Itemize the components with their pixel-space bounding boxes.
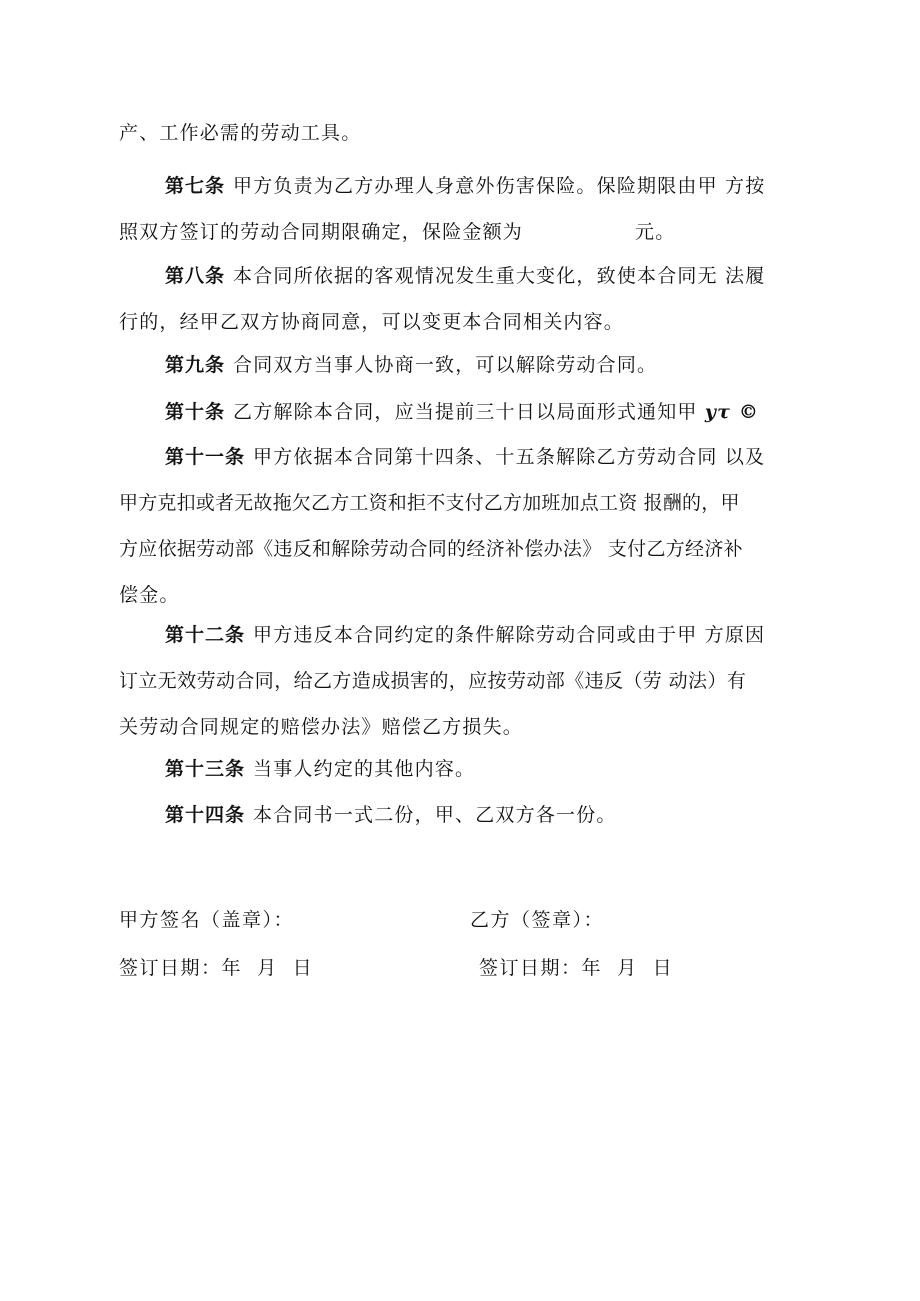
article-8-number: 第八条 (165, 265, 226, 287)
article-11-line-1 (119, 434, 819, 480)
party-a-sign-date: 签订日期：年 月 日 (119, 957, 314, 979)
carryover-line: 产、工作必需的劳动工具。 (119, 122, 362, 144)
article-14 (119, 792, 819, 838)
article-10-text-1: 乙方解除本合同，应当提前三十日以局面形式通知甲 (233, 401, 698, 423)
article-12-number: 第十二条 (165, 624, 246, 646)
article-7-text-2: 照双方签订的劳动合同期限确定，保险金额为 (119, 221, 524, 243)
article-7-text-1: 甲方负责为乙方办理人身意外伤害保险。保险期限由甲 方按 (233, 175, 766, 197)
article-13-number: 第十三条 (165, 758, 246, 780)
article-8-text-2: 行的，经甲乙双方协商同意，可以变更本合同相关内容。 (119, 311, 625, 333)
article-11-text-3: 方应依据劳动部《违反和解除劳动合同的经济补偿办法》 支付乙方经济补 (119, 538, 743, 560)
article-10-ocr-symbols: yτ © (704, 401, 760, 423)
article-10-line-1 (119, 389, 819, 435)
article-7 (119, 163, 819, 255)
article-11-text-2: 甲方克扣或者无故拖欠乙方工资和拒不支付乙方加班加点工资 报酬的，甲 (119, 492, 740, 514)
article-8-line-1 (119, 253, 819, 299)
article-11-number: 第十一条 (165, 446, 246, 468)
article-14-number: 第十四条 (165, 804, 246, 826)
article-7-line-1 (119, 163, 819, 209)
article-11-text-1: 甲方依据本合同第十四条、十五条解除乙方劳动合同 以及 (253, 446, 766, 468)
article-6-carryover (119, 110, 819, 156)
article-13-line-1 (119, 746, 819, 792)
article-9-number: 第九条 (165, 354, 226, 376)
article-10-number: 第十条 (165, 401, 226, 423)
article-13-text-1: 当事人约定的其他内容。 (253, 758, 476, 780)
article-8 (119, 253, 819, 345)
article-8-text-1: 本合同所依据的客观情况发生重大变化，致使本合同无 法履 (233, 265, 766, 287)
article-11-text-4: 偿金。 (119, 584, 180, 606)
article-11 (119, 434, 819, 618)
article-14-line-1 (119, 792, 819, 838)
article-9-text-1: 合同双方当事人协商一致，可以解除劳动合同。 (233, 354, 658, 376)
article-7-text-3: 元。 (635, 221, 676, 243)
article-12-text-2: 订立无效劳动合同，给乙方造成损害的，应按劳动部《违反（劳 动法）有 (119, 670, 747, 692)
party-a-signature-label: 甲方签名（盖章）： (119, 909, 295, 931)
party-b-signature-label: 乙方（签章）： (470, 909, 605, 931)
article-10 (119, 389, 819, 435)
article-9 (119, 342, 819, 388)
article-7-number: 第七条 (165, 175, 226, 197)
article-7-line-2 (119, 209, 819, 255)
article-12-text-3: 关劳动合同规定的赔偿办法》赔偿乙方损失。 (119, 716, 524, 738)
article-13 (119, 746, 819, 792)
article-12 (119, 612, 819, 750)
party-b-sign-date: 签订日期：年 月 日 (479, 957, 674, 979)
article-12-line-1 (119, 612, 819, 658)
article-9-line-1 (119, 342, 819, 388)
article-14-text-1: 本合同书一式二份，甲、乙双方各一份。 (253, 804, 617, 826)
article-12-text-1: 甲方违反本合同约定的条件解除劳动合同或由于甲 方原因 (253, 624, 766, 646)
